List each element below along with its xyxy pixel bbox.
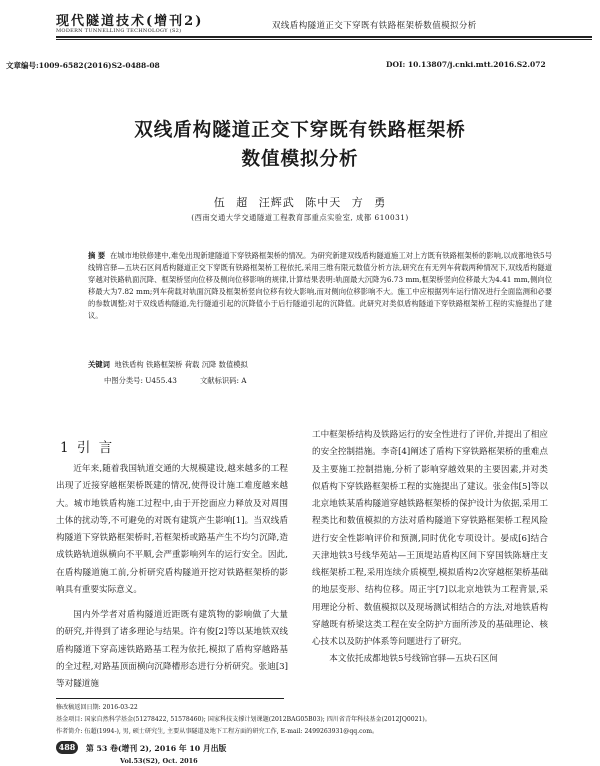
affiliation: (西南交通大学交通隧道工程教育部重点实验室, 成都 610031) — [191, 213, 409, 222]
page-number: 488 — [56, 741, 78, 754]
abstract — [88, 250, 552, 323]
paragraph: 本文依托成都地铁5号线锦官驿—五块石区间 — [329, 654, 498, 665]
volume-info: Vol.53(S2), Oct. 2016 — [120, 757, 198, 765]
paper-title-line-1: 双线盾构隧道正交下穿既有铁路框架桥 — [134, 120, 466, 141]
keywords-text: 地铁盾构 铁路框架桥 荷载 沉降 数值模拟 — [114, 360, 248, 369]
doi: DOI: 10.13807/j.cnki.mtt.2016.S2.072 — [386, 60, 546, 69]
article-number: 文章编号:1009-6582(2016)S2-0488-08 — [6, 61, 160, 70]
body-column-right — [312, 427, 548, 669]
keywords-label: 关键词 — [88, 360, 110, 369]
paragraph: 国内外学者对盾构隧道近距既有建筑物的影响做了大量的研究,并得到了诸多理论与结果。许有俊[2]等以某地铁双线盾构隧道下穿高速铁路路基工程为依托,模拟了盾构穿越路基的全过程,对路基顶面横向沉降槽形态进行分析研究。张迪[3]等对隧道施 — [56, 610, 288, 689]
paragraph: 近年来,随着我国轨道交通的大规模建设,越来越多的工程出现了近接穿越框架桥既建的情况,使得设计施工难度越来越大。城市地铁盾构施工过程中,由于开挖面应力释放及对周围土体的扰动等,不可避免的对既有建筑产生影响[1]。当双线盾构隧道下穿铁路框架桥时,若框架桥或路基产生不均匀沉降,造成铁路轨道纵横向不平顺,会严重影响列车的运行安全。因此,在盾构隧道施工前,分析研究盾构隧道开挖对铁路框架桥的影响具有重要实际意义。 — [56, 464, 288, 595]
issue-info: 第 53 卷(增刊 2), 2016 年 10 月出版 — [86, 744, 227, 753]
footnote-rule — [56, 698, 284, 699]
abstract-label: 摘 要 — [88, 251, 106, 260]
document-code: 文献标识码: A — [200, 376, 247, 385]
keywords — [88, 360, 552, 370]
footnote-received: 修改稿返回日期: 2016-03-22 — [56, 704, 138, 711]
authors: 伍 超 汪辉武 陈中天 方 勇 — [213, 196, 387, 209]
running-title: 双线盾构隧道正交下穿既有铁路框架桥数值模拟分析 — [272, 21, 477, 31]
footnote-funding: 基金项目: 国家自然科学基金(51278422, 51578460); 国家科技支撑计划课题(2012BAG05B03); 四川省青年科技基金(2012JQ0021)。 — [56, 716, 431, 723]
footnote-author-bio: 作者简介: 伍超(1994-), 男, 硕士研究生, 主要从事隧道及地下工程方面的研究工作, E-mail: 2499263931@qq.com。 — [56, 728, 379, 735]
body-column-left — [56, 461, 288, 693]
abstract-text: 在城市地铁修建中,难免出现新建隧道下穿铁路框架桥的情况。为研究新建双线盾构隧道施工对上方既有铁路框架桥的影响,以成都地铁5号线锦官驿—五块石区间盾构隧道正交下穿既有铁路框架桥工程依托,采用三维有限元数值分析方法,研究在有无列车荷载两种情况下,双线盾构隧道穿越对铁路轨面沉降、框架桥竖向位移及侧向位移影响的规律,计算结果表明:轨面最大沉降为6.73 mm,框架桥竖向位移最大为4.41 mm,侧向位移最大为7.82 mm;列车荷载对轨面沉降及框架桥竖向位移有较大影响,而对侧向位移影响不大。施工中应根据列车运行情况进行全面监测和必要的参数调整;对于双线盾构隧道,先行隧道引起的沉降值小于后行隧道引起的沉降值。此研究对类似盾构隧道下穿铁路框架桥工程的实施提出了建议。 — [88, 251, 552, 321]
header-rule — [56, 36, 592, 38]
paper-title-line-2: 数值模拟分析 — [241, 149, 359, 170]
paragraph: 工中框架桥结构及铁路运行的安全性进行了评价,并提出了相应的安全控制措施。李奇[4]阐述了盾构下穿铁路框架桥的重难点及主要施工控制措施,分析了影响穿越效果的主要因素,并对类似盾构下穿铁路框架桥工程的实施提出了建议。张金伟[5]等以北京地铁某盾构隧道穿越铁路框架桥的保护设计为依据,采用工程类比和数值模拟的方法对盾构隧道下穿铁路框架桥工程风险进行安全性影响评价和预测,同时优化专项设计。晏成[6]结合天津地铁3号线华苑站—王顶堤站盾构区间下穿国铁陈塘庄支线框架桥工程,采用连续介质模型,模拟盾构2次穿越框架桥基础的地层变形、结构位移。周正宇[7]以北京地铁为工程背景,采用理论分析、数值模拟以及现场测试相结合的方法,对地铁盾构穿越既有桥梁这类工程在安全防护方面所涉及的基础理论、核心技术以及防护体系等问题进行了研究。 — [312, 430, 548, 647]
header-rule-thin — [56, 39, 592, 40]
journal-name: 现代隧道技术(增刊2) — [56, 14, 204, 29]
journal-name-english: MODERN TUNNELLING TECHNOLOGY (S2) — [56, 28, 182, 34]
section-heading: 1 引 言 — [60, 440, 115, 456]
clc-number: 中图分类号: U455.43 — [104, 376, 177, 385]
